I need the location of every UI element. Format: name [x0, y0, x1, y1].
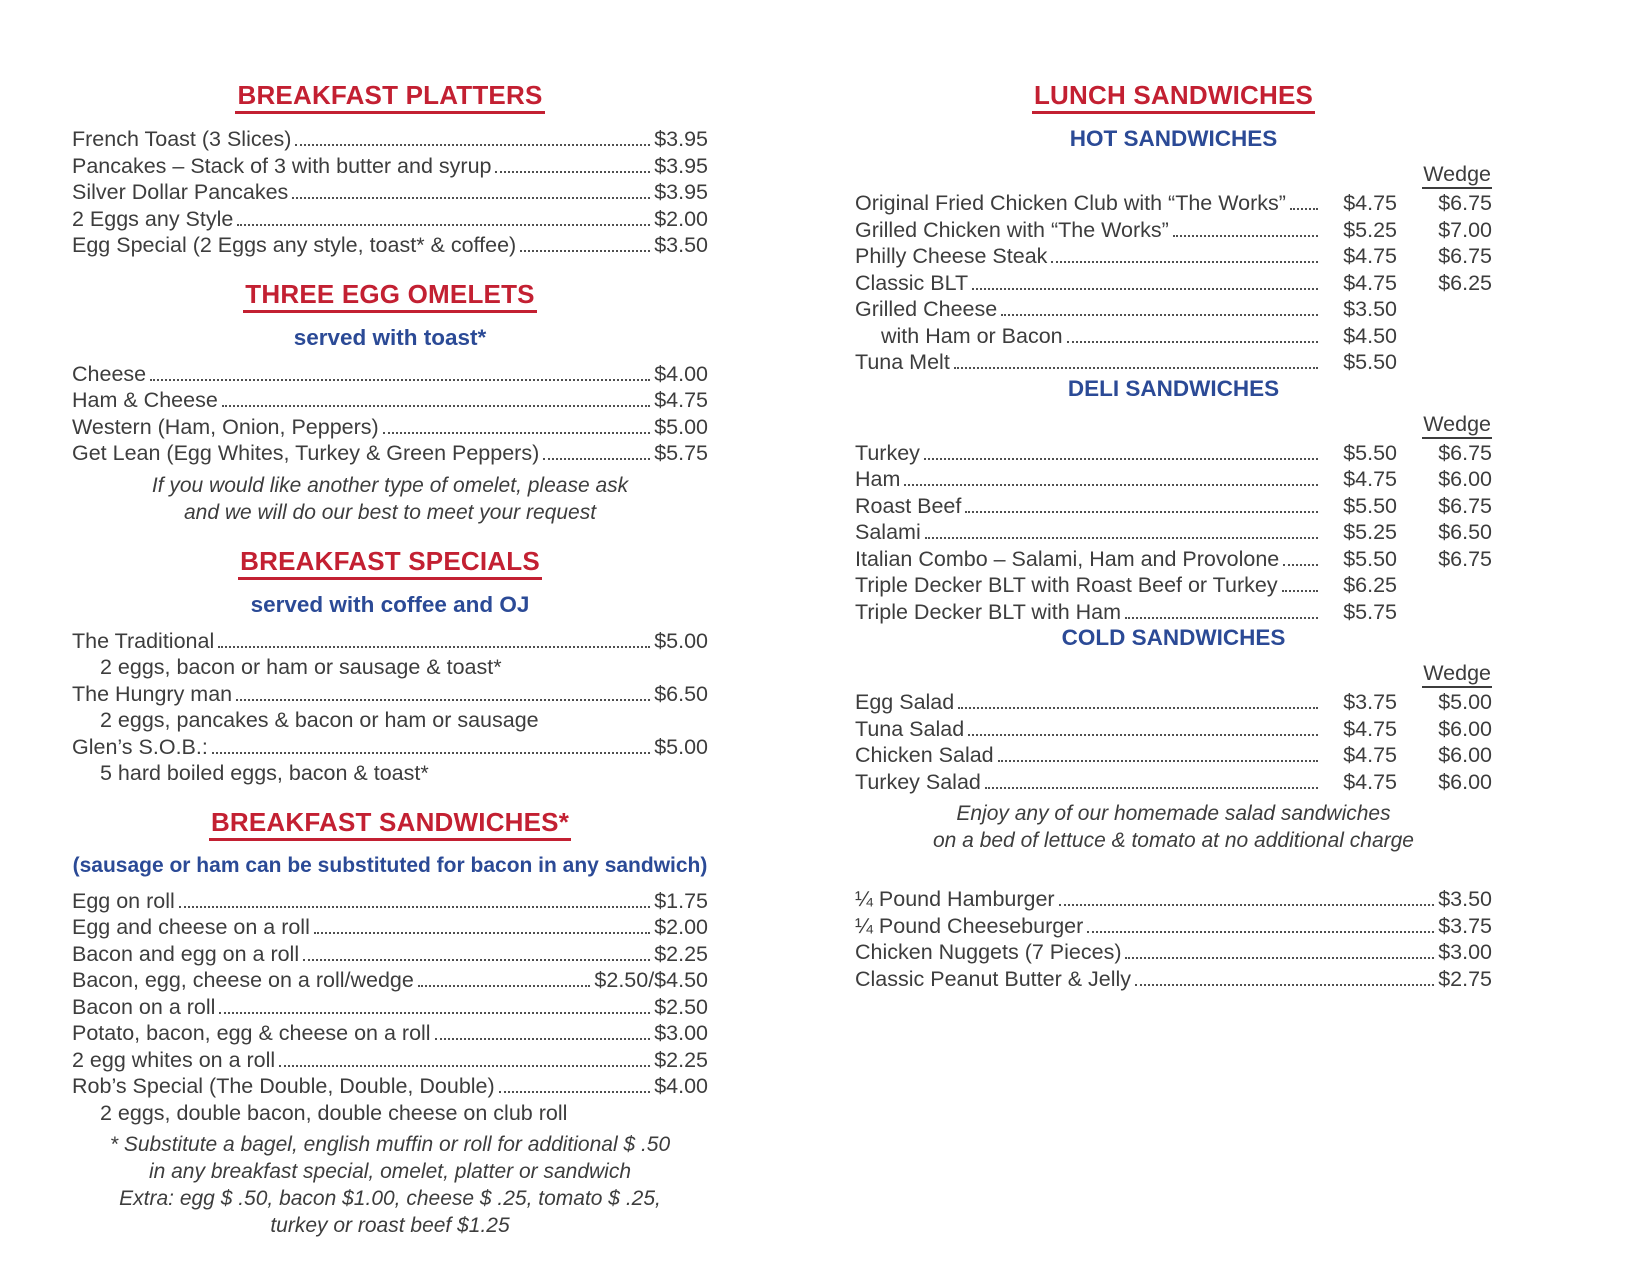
menu-row [72, 1073, 708, 1100]
menu-row [72, 206, 708, 233]
note-line: on a bed of lettuce & tomato at no additional charge [932, 829, 1414, 852]
item-price: $4.50 [1343, 323, 1397, 348]
item-wedge-price: $6.50 [1438, 520, 1492, 544]
item-price: $5.50 [1343, 493, 1397, 518]
wedge-column-header-row [855, 661, 1492, 688]
menu-row [72, 414, 708, 441]
menu-row [72, 888, 708, 915]
item-label: Glen’s S.O.B.: [72, 734, 208, 759]
item-price: $4.75 [1343, 743, 1397, 767]
section-title [72, 279, 708, 313]
item-price: $5.50 [1343, 546, 1397, 571]
dot-leader [303, 959, 650, 961]
menu-row [855, 689, 1492, 716]
item-wedge-price: $6.00 [1438, 769, 1492, 794]
menu-row [72, 1047, 708, 1074]
item-label: Triple Decker BLT with Ham [855, 599, 1122, 624]
dot-leader [985, 787, 1318, 789]
section-title-text: THREE EGG OMELETS [243, 279, 536, 313]
item-price: $5.25 [1343, 217, 1397, 242]
item-price: $5.00 [654, 734, 708, 759]
item-label: Grilled Chicken with “The Works” [855, 217, 1169, 242]
item-price: $3.95 [654, 180, 708, 204]
menu-item-list [855, 440, 1492, 626]
item-label: Classic Peanut Butter & Jelly [855, 966, 1132, 991]
dot-leader [954, 367, 1318, 369]
menu-row [855, 966, 1492, 993]
item-price: $3.50 [1438, 887, 1492, 911]
item-label: French Toast (3 Slices) [72, 127, 292, 151]
item-label: Grilled Cheese [855, 297, 998, 321]
menu-row [855, 769, 1492, 796]
dot-leader [237, 224, 650, 226]
menu-item-list [855, 886, 1492, 992]
column-right [855, 80, 1492, 992]
item-wedge-price: $5.00 [1438, 690, 1492, 714]
dot-leader [1001, 314, 1318, 316]
menu-item-list [855, 190, 1492, 376]
item-label: Egg on roll [72, 888, 175, 913]
item-price: $6.50 [654, 681, 708, 706]
menu-row [855, 939, 1492, 966]
dot-leader [904, 484, 1318, 486]
dot-leader [1282, 590, 1318, 592]
item-wedge-price: $6.75 [1438, 191, 1492, 215]
item-description: 2 eggs, bacon or ham or sausage & toast* [100, 655, 502, 679]
column-left [72, 80, 708, 1245]
item-label: Roast Beef [855, 493, 962, 518]
item-label: Bacon on a roll [72, 994, 216, 1019]
note-block [72, 1131, 708, 1239]
dot-leader [418, 985, 591, 987]
dot-leader [279, 1065, 650, 1067]
item-wedge-price: $7.00 [1438, 217, 1492, 242]
item-label: Bacon, egg, cheese on a roll/wedge [72, 968, 414, 992]
item-price: $2.25 [654, 1047, 708, 1072]
dot-leader [314, 932, 650, 934]
section-title [855, 80, 1492, 114]
menu-row [855, 466, 1492, 493]
item-price: $3.95 [654, 153, 708, 178]
item-price: $4.00 [654, 361, 708, 386]
dot-leader [543, 458, 650, 460]
item-label: Egg and cheese on a roll [72, 915, 310, 939]
item-label: Triple Decker BLT with Roast Beef or Turkey [855, 573, 1278, 597]
item-description: 2 eggs, pancakes & bacon or ham or sausage [100, 708, 539, 732]
item-price: $5.25 [1343, 520, 1397, 544]
item-price: $5.75 [654, 441, 708, 465]
dot-leader [958, 707, 1318, 709]
note-line: If you would like another type of omelet, please ask [151, 473, 629, 497]
note-line: in any breakfast special, omelet, platter or sandwich [148, 1160, 632, 1183]
menu-row [855, 243, 1492, 270]
note-line: Extra: egg $ .50, bacon $1.00, cheese $ .25, tomato $ .25, [119, 1187, 661, 1210]
item-label: Ham & Cheese [72, 388, 218, 412]
wedge-column-header: Wedge [1422, 162, 1492, 189]
dot-leader [150, 379, 650, 381]
menu-row [72, 994, 708, 1021]
wedge-column-header-row [855, 412, 1492, 439]
dot-leader [1290, 208, 1318, 210]
dot-leader [222, 405, 650, 407]
menu-row [72, 967, 708, 994]
item-price: $5.50 [1343, 440, 1397, 465]
item-wedge-price: $6.00 [1438, 743, 1492, 767]
item-label: Turkey Salad [855, 769, 981, 794]
dot-leader [1125, 617, 1318, 619]
note-line: turkey or roast beef $1.25 [270, 1214, 510, 1237]
menu-item-list [72, 628, 708, 787]
wedge-column-header-row [855, 162, 1492, 189]
menu-row [855, 217, 1492, 244]
wedge-column-header: Wedge [1422, 412, 1492, 439]
item-wedge-price: $6.75 [1438, 493, 1492, 518]
item-price: $4.75 [1343, 270, 1397, 295]
item-price: $2.50/$4.50 [594, 968, 708, 992]
item-price: $5.00 [654, 414, 708, 439]
item-label: Italian Combo – Salami, Ham and Provolone [855, 546, 1280, 571]
menu-row [72, 440, 708, 467]
menu-row [855, 913, 1492, 940]
item-label: Western (Ham, Onion, Peppers) [72, 414, 379, 439]
section-title-text: BREAKFAST SANDWICHES* [209, 807, 571, 841]
section-subtitle: served with toast* [293, 324, 487, 350]
item-label: 2 Eggs any Style [72, 206, 234, 231]
item-label: The Hungry man [72, 681, 233, 706]
item-price: $2.00 [654, 915, 708, 939]
item-label: Egg Salad [855, 690, 955, 714]
dot-leader [998, 760, 1318, 762]
menu-row [855, 572, 1492, 599]
item-price: $5.00 [654, 628, 708, 653]
item-price: $4.75 [1343, 467, 1397, 491]
dot-leader [435, 1038, 651, 1040]
item-price: $5.75 [1343, 599, 1397, 624]
dot-leader [1051, 261, 1318, 263]
item-price: $2.00 [654, 206, 708, 231]
menu-row [72, 179, 708, 206]
item-description: 2 eggs, double bacon, double cheese on club roll [100, 1100, 568, 1125]
item-price: $2.50 [654, 994, 708, 1019]
section-title [72, 80, 708, 114]
item-wedge-price: $6.75 [1438, 546, 1492, 571]
item-price: $3.00 [1438, 940, 1492, 964]
menu-row [72, 153, 708, 180]
menu-row [855, 270, 1492, 297]
menu-item-list [72, 361, 708, 467]
item-label: Tuna Salad [855, 716, 965, 741]
menu-row [72, 941, 708, 968]
dot-leader [1135, 984, 1434, 986]
item-wedge-price: $6.75 [1438, 244, 1492, 268]
item-price: $6.25 [1343, 573, 1397, 597]
item-wedge-price: $6.00 [1438, 716, 1492, 741]
menu-item-list [855, 689, 1492, 795]
dot-leader [495, 171, 650, 173]
item-price: $4.75 [1343, 769, 1397, 794]
menu-row [72, 628, 708, 655]
menu-row [72, 734, 708, 761]
dot-leader [499, 1091, 651, 1093]
item-label: Potato, bacon, egg & cheese on a roll [72, 1021, 431, 1045]
section-subtitle: served with coffee and OJ [250, 591, 530, 617]
section-subtitle: (sausage or ham can be substituted for bacon in any sandwich) [72, 853, 708, 877]
item-label: ¼ Pound Hamburger [855, 887, 1055, 911]
item-price: $3.50 [654, 233, 708, 257]
menu-row [855, 349, 1492, 376]
menu-row [855, 886, 1492, 913]
dot-leader [924, 458, 1318, 460]
item-price: $5.50 [1343, 350, 1397, 374]
menu-row [855, 323, 1492, 350]
dot-leader [295, 144, 650, 146]
dot-leader [972, 288, 1318, 290]
note-line: Enjoy any of our homemade salad sandwiches [956, 802, 1391, 825]
dot-leader [520, 250, 650, 252]
item-price: $3.75 [1343, 690, 1397, 714]
item-label: Get Lean (Egg Whites, Turkey & Green Peppers) [72, 441, 540, 465]
item-price: $2.75 [1438, 966, 1492, 991]
item-wedge-price: $6.75 [1438, 440, 1492, 465]
menu-item-list [72, 126, 708, 259]
item-label: Silver Dollar Pancakes [72, 180, 289, 204]
section-title [72, 807, 708, 841]
item-label: Pancakes – Stack of 3 with butter and syrup [72, 153, 492, 178]
item-price: $2.25 [654, 941, 708, 966]
note-block [72, 472, 708, 526]
item-price: $4.75 [1343, 191, 1397, 215]
menu-row [855, 296, 1492, 323]
menu-row [855, 546, 1492, 573]
item-label: Bacon and egg on a roll [72, 941, 300, 966]
item-price: $3.00 [654, 1021, 708, 1045]
section-subtitle: HOT SANDWICHES [1069, 126, 1278, 151]
item-description: 5 hard boiled eggs, bacon & toast* [100, 761, 429, 785]
item-label: Chicken Salad [855, 743, 994, 767]
item-label: 2 egg whites on a roll [72, 1047, 276, 1072]
menu-row [855, 190, 1492, 217]
item-label: Classic BLT [855, 270, 969, 295]
item-wedge-price: $6.00 [1438, 467, 1492, 491]
menu-row [72, 914, 708, 941]
section-title-text: LUNCH SANDWICHES [1032, 80, 1315, 114]
menu-row [72, 232, 708, 259]
item-label: Egg Special (2 Eggs any style, toast* & coffee) [72, 233, 517, 257]
dot-leader [383, 432, 650, 434]
menu-row [855, 440, 1492, 467]
menu-row [72, 126, 708, 153]
note-line: and we will do our best to meet your request [183, 500, 597, 524]
dot-leader [968, 734, 1318, 736]
menu-row [72, 387, 708, 414]
dot-leader [925, 537, 1318, 539]
menu-row [855, 519, 1492, 546]
item-label: The Traditional [72, 628, 215, 653]
section-title [72, 546, 708, 580]
dot-leader [219, 1012, 650, 1014]
menu-row [72, 1020, 708, 1047]
item-label: Rob’s Special (The Double, Double, Double) [72, 1074, 495, 1098]
item-label: ¼ Pound Cheeseburger [855, 913, 1084, 938]
item-label: Philly Cheese Steak [855, 244, 1048, 268]
item-label: Tuna Melt [855, 350, 950, 374]
item-price: $3.95 [654, 127, 708, 151]
item-wedge-price: $6.25 [1438, 270, 1492, 295]
dot-leader [1125, 957, 1434, 959]
dot-leader [1087, 931, 1434, 933]
dot-leader [1283, 564, 1318, 566]
menu-row [855, 716, 1492, 743]
item-price: $4.75 [1343, 716, 1397, 741]
dot-leader [179, 906, 650, 908]
section-spacer [855, 860, 1492, 886]
dot-leader [212, 752, 650, 754]
item-label: Turkey [855, 440, 920, 465]
dot-leader [1173, 235, 1318, 237]
dot-leader [236, 699, 650, 701]
dot-leader [1067, 341, 1318, 343]
item-label: Ham [855, 467, 901, 491]
item-label: Chicken Nuggets (7 Pieces) [855, 940, 1122, 964]
item-price: $3.75 [1438, 913, 1492, 938]
item-price: $4.75 [654, 388, 708, 412]
item-price: $1.75 [654, 888, 708, 913]
dot-leader [1059, 904, 1435, 906]
menu-row [72, 361, 708, 388]
menu-row [855, 599, 1492, 626]
item-price: $4.75 [1343, 244, 1397, 268]
dot-leader [292, 197, 650, 199]
wedge-column-header: Wedge [1422, 661, 1492, 688]
menu-item-list [72, 888, 708, 1127]
note-line: * Substitute a bagel, english muffin or roll for additional $ .50 [109, 1133, 671, 1156]
menu-row [855, 493, 1492, 520]
note-block [855, 800, 1492, 854]
item-price: $3.50 [1343, 297, 1397, 321]
dot-leader [218, 646, 650, 648]
menu-row [855, 742, 1492, 769]
menu-row [72, 681, 708, 708]
item-label: Salami [855, 520, 921, 544]
item-label: Original Fried Chicken Club with “The Works” [855, 191, 1286, 215]
item-label: with Ham or Bacon [881, 323, 1063, 348]
section-subtitle: COLD SANDWICHES [1061, 625, 1286, 650]
dot-leader [965, 511, 1318, 513]
section-title-text: BREAKFAST SPECIALS [238, 546, 542, 580]
section-subtitle: DELI SANDWICHES [1067, 375, 1280, 401]
section-title-text: BREAKFAST PLATTERS [235, 80, 544, 114]
item-label: Cheese [72, 361, 147, 386]
item-price: $4.00 [654, 1074, 708, 1098]
